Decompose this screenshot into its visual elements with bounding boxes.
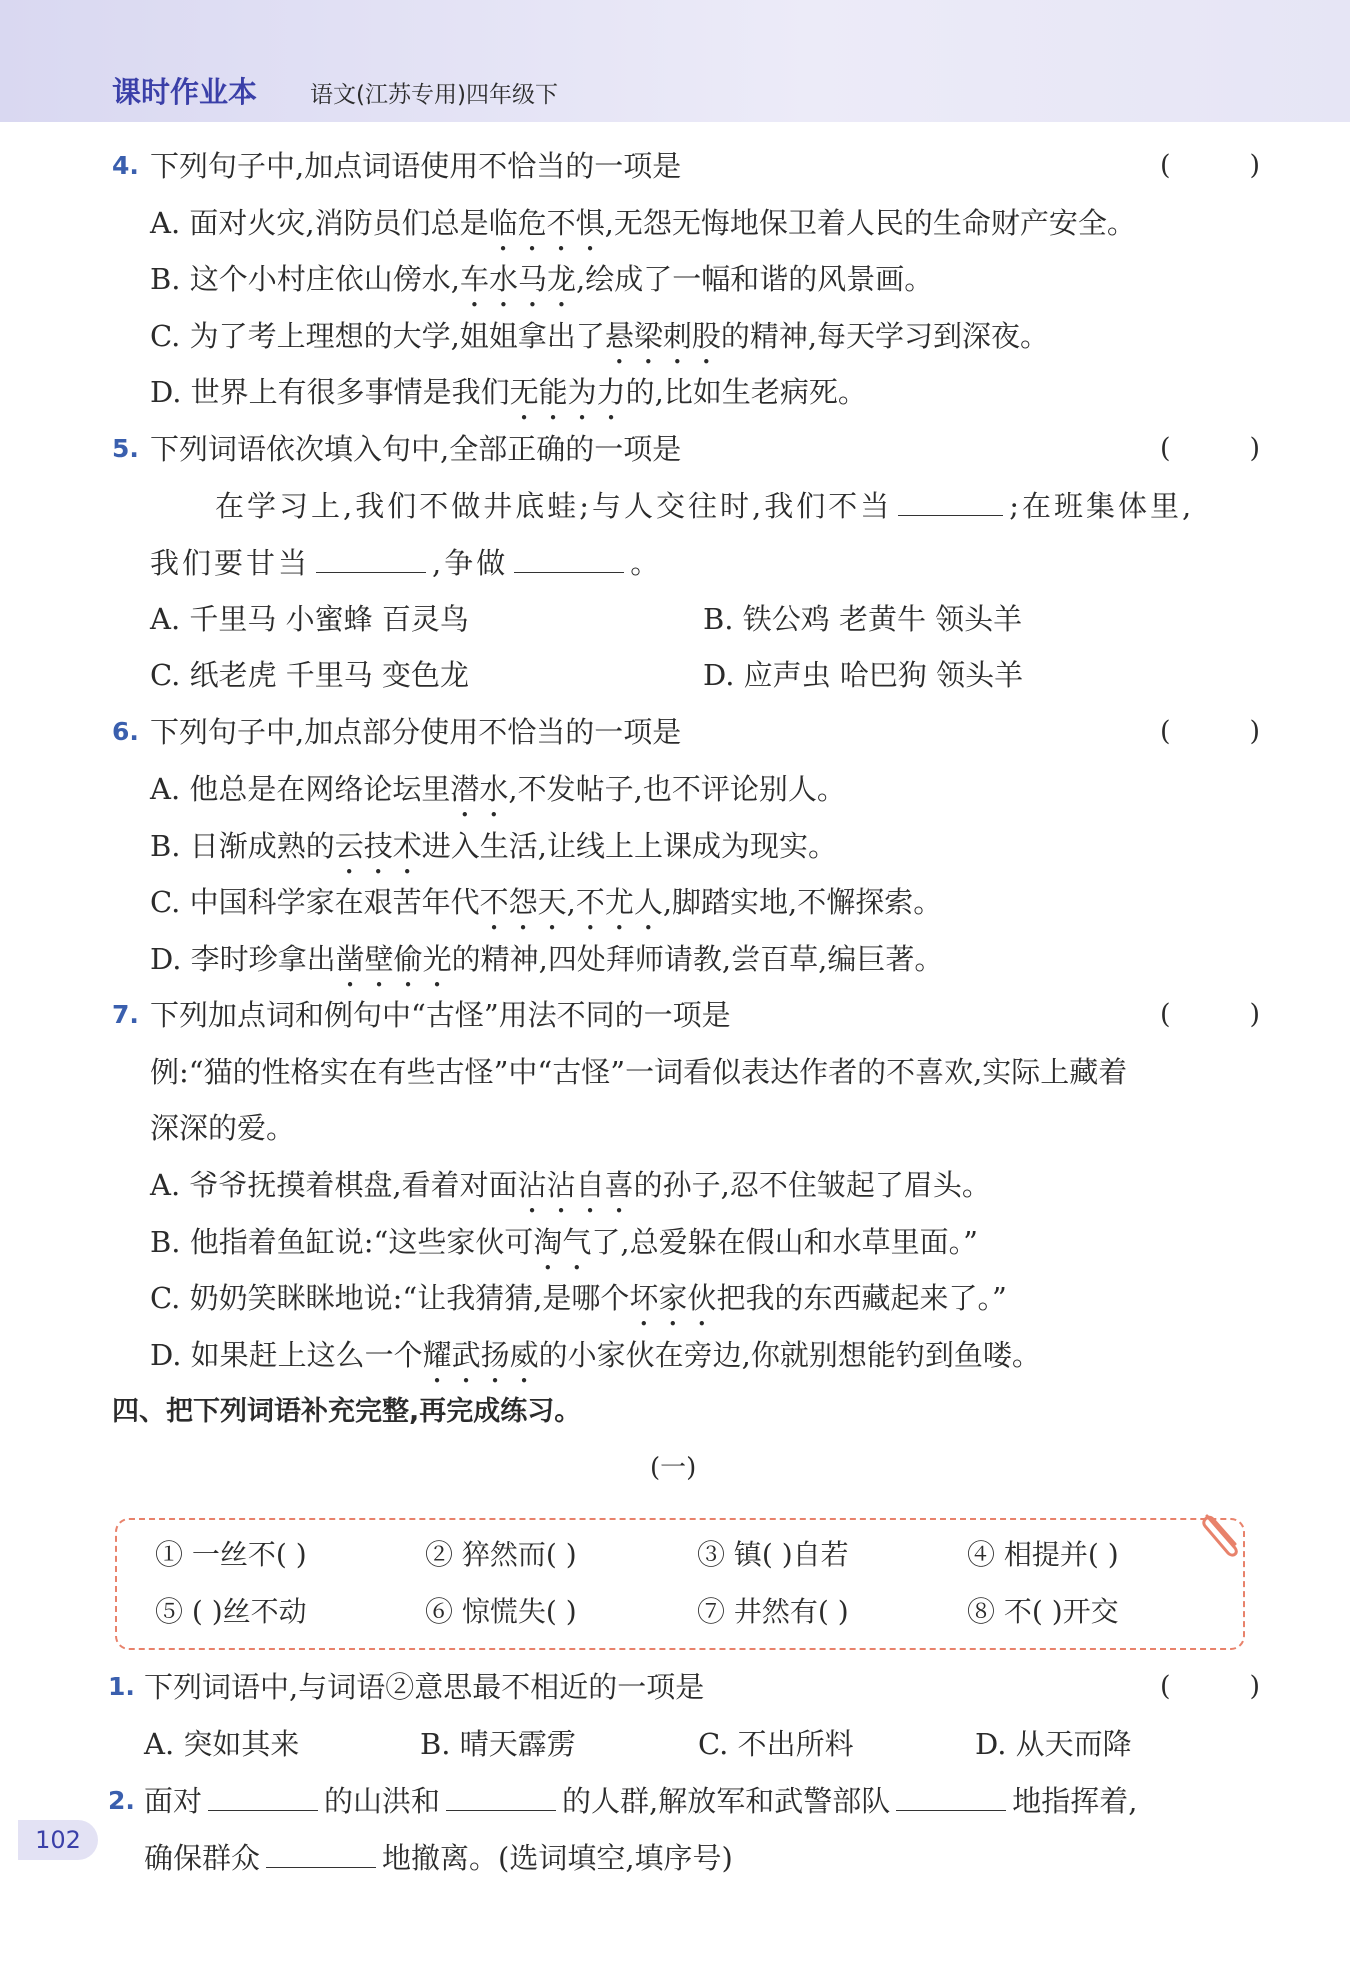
answer-parentheses[interactable]: ( ) [1160,150,1260,181]
subsection-title: (一) [650,1453,697,1483]
example-line: 例:“猫的性格实在有些古怪”中“古怪”一词看似表达作者的不喜欢,实际上藏着 [150,1055,1128,1089]
fill-blank[interactable] [316,544,426,573]
word-item[interactable]: ⑦ 井然有( ) [697,1595,849,1628]
paperclip-icon [1197,1508,1247,1560]
option-d: D. 如果赶上这么一个耀武扬威的小家伙在旁边,你就别想能钓到鱼喽。 [150,1338,1041,1372]
word-item[interactable]: ⑥ 惊慌失( ) [425,1595,577,1628]
option-b: B. 晴天霹雳 [420,1727,576,1761]
option-d: D. 从天而降 [975,1727,1132,1761]
book-subtitle: 语文(江苏专用)四年级下 [310,82,558,108]
question-stem: 下列句子中,加点部分使用不恰当的一项是 [150,715,682,749]
fill-blank[interactable] [446,1782,556,1811]
word-item[interactable]: ⑧ 不( )开交 [967,1595,1119,1628]
answer-parentheses[interactable]: ( ) [1160,433,1260,464]
word-item[interactable]: ① 一丝不( ) [155,1538,307,1571]
option-b: B. 他指着鱼缸说:“这些家伙可淘气了,总爱躲在假山和水草里面。” [150,1225,978,1259]
question-number: 6. [112,717,139,746]
option-c: C. 奶奶笑眯眯地说:“让我猜猜,是哪个坏家伙把我的东西藏起来了。” [150,1281,1007,1315]
question-number: 5. [112,434,139,463]
answer-parentheses[interactable]: ( ) [1160,716,1260,747]
option-c: C. 纸老虎 千里马 变色龙 [150,658,470,692]
option-b: B. 日渐成熟的云技术进入生活,让线上上课成为现实。 [150,829,837,863]
question-number: 7. [112,1000,139,1029]
fill-sentence: 面对 的山洪和 的人群,解放军和武警部队 地指挥着, [144,1784,1138,1818]
passage-line: 我们要甘当 ,争做 。 [150,546,663,580]
question-number: 4. [112,151,139,180]
question-stem: 下列句子中,加点词语使用不恰当的一项是 [150,149,682,183]
question-number: 1. [108,1672,135,1701]
option-b: B. 这个小村庄依山傍水,车水马龙,绘成了一幅和谐的风景画。 [150,262,934,296]
answer-parentheses[interactable]: ( ) [1160,999,1260,1030]
option-d: D. 世界上有很多事情是我们无能为力的,比如生老病死。 [150,375,867,409]
option-c: C. 中国科学家在艰苦年代不怨天,不尤人,脚踏实地,不懈探索。 [150,885,943,919]
section-title: 四、把下列词语补充完整,再完成练习。 [112,1396,582,1427]
option-d: D. 李时珍拿出凿壁偷光的精神,四处拜师请教,尝百草,编巨著。 [150,942,944,976]
book-title: 课时作业本 [112,75,258,109]
word-item[interactable]: ③ 镇( )自若 [697,1538,849,1571]
fill-blank[interactable] [896,1782,1006,1811]
fill-blank[interactable] [898,487,1003,516]
option-b: B. 铁公鸡 老黄牛 领头羊 [703,602,1023,636]
word-item[interactable]: ④ 相提并( ) [967,1538,1119,1571]
word-item[interactable]: ② 猝然而( ) [425,1538,577,1571]
page-number: 102 [18,1820,98,1860]
option-c: C. 不出所料 [698,1727,854,1761]
option-a: A. 爷爷抚摸着棋盘,看着对面沾沾自喜的孙子,忍不住皱起了眉头。 [150,1168,991,1202]
option-d: D. 应声虫 哈巴狗 领头羊 [703,658,1024,692]
word-item[interactable]: ⑤ ( )丝不动 [155,1595,307,1628]
option-a: A. 突如其来 [144,1727,300,1761]
option-c: C. 为了考上理想的大学,姐姐拿出了悬梁刺股的精神,每天学习到深夜。 [150,319,1050,353]
option-a: A. 面对火灾,消防员们总是临危不惧,无怨无悔地保卫着人民的生命财产安全。 [150,206,1136,240]
fill-blank[interactable] [208,1782,318,1811]
question-stem: 下列词语依次填入句中,全部正确的一项是 [150,432,682,466]
answer-parentheses[interactable]: ( ) [1160,1671,1260,1702]
option-a: A. 他总是在网络论坛里潜水,不发帖子,也不评论别人。 [150,772,846,806]
question-stem: 下列加点词和例句中“古怪”用法不同的一项是 [150,998,731,1032]
question-number: 2. [108,1786,135,1815]
page-header [0,0,1350,122]
example-line: 深深的爱。 [150,1111,296,1145]
fill-blank[interactable] [266,1839,376,1868]
option-a: A. 千里马 小蜜蜂 百灵鸟 [150,602,469,636]
passage-line: 在学习上,我们不做井底蛙;与人交往时,我们不当 ;在班集体里, [215,489,1195,523]
fill-sentence: 确保群众 地撤离。(选词填空,填序号) [144,1841,733,1875]
fill-blank[interactable] [514,544,624,573]
question-stem: 下列词语中,与词语②意思最不相近的一项是 [144,1670,705,1704]
